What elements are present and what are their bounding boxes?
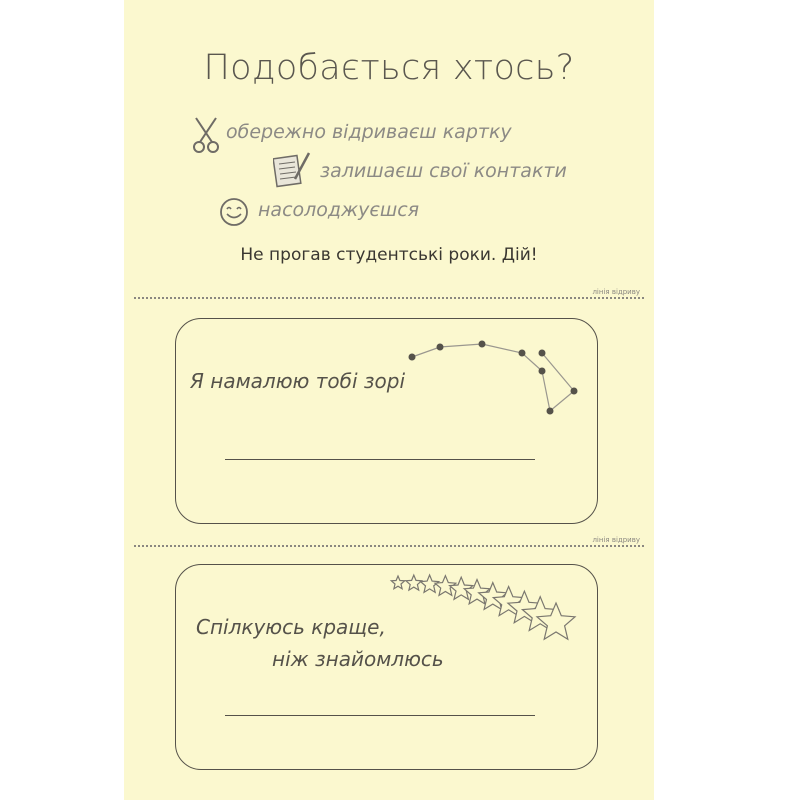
star-mark — [406, 575, 422, 590]
tear-line — [134, 545, 644, 547]
contact-line[interactable] — [225, 459, 535, 460]
contact-card — [175, 318, 598, 524]
tear-line-label: лінія відриву — [592, 288, 640, 296]
card-caption: Спілкуюсь краще, — [196, 615, 386, 639]
page-title: Подобається хтось? — [203, 48, 575, 88]
card-caption: Я намалюю тобі зорі — [190, 369, 405, 393]
star-mark — [391, 576, 404, 589]
flyer-sheet — [124, 0, 654, 800]
step-leave-contacts: залишаєш свої контакти — [320, 160, 567, 182]
card-caption-line2: ніж знайомлюсь — [272, 647, 444, 671]
tear-line — [134, 297, 644, 299]
contact-card — [175, 564, 598, 770]
step-cut-card: обережно відриваєш картку — [226, 121, 512, 143]
smiley-icon — [219, 197, 249, 227]
contact-line[interactable] — [225, 715, 535, 716]
constellation-icon — [398, 335, 588, 415]
notepad-pen-icon — [273, 151, 315, 189]
tear-line-label: лінія відриву — [592, 536, 640, 544]
scissors-icon — [190, 116, 222, 156]
slogan: Не прогав студентські роки. Дій! — [240, 245, 538, 265]
star-trail-icon — [386, 573, 586, 653]
step-enjoy: насолоджуєшся — [258, 199, 420, 221]
